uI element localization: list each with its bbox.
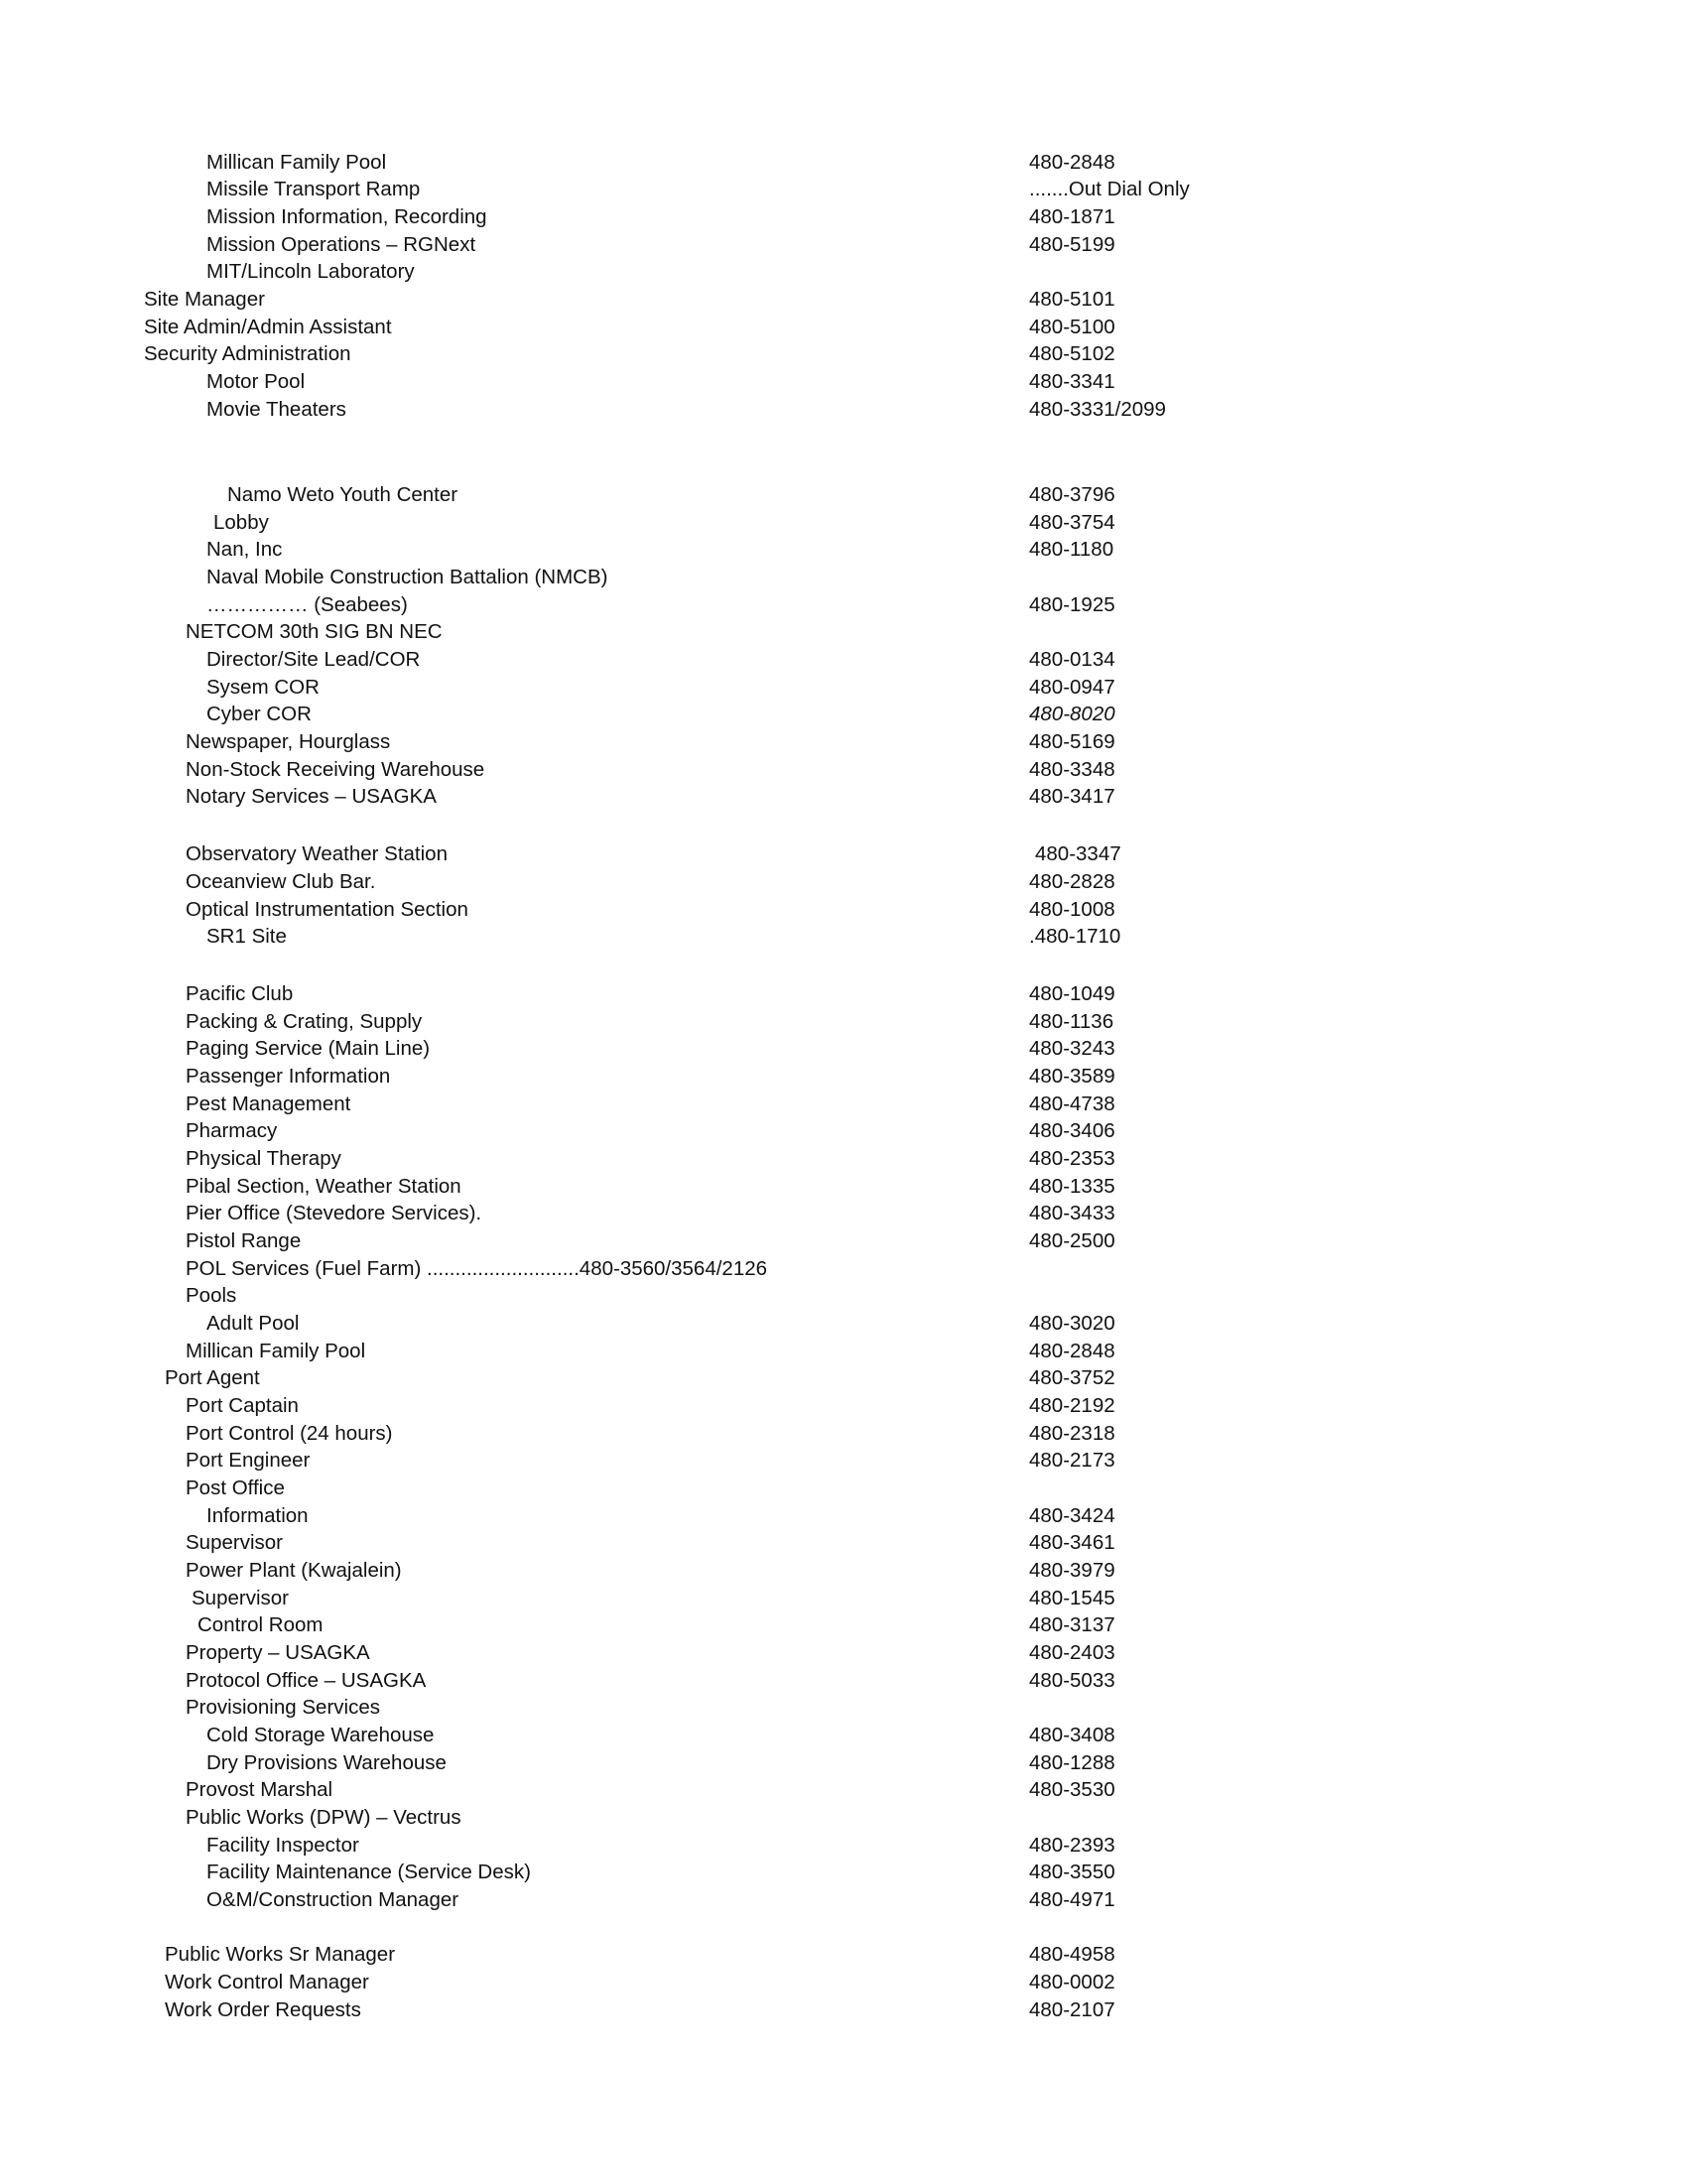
- list-item: [0, 756, 1688, 783]
- entry-name: Non-Stock Receiving Warehouse: [186, 758, 485, 781]
- entry-name: Physical Therapy: [186, 1147, 341, 1170]
- entry-name: Millican Family Pool: [186, 1340, 366, 1362]
- entry-name: Cold Storage Warehouse: [206, 1724, 435, 1746]
- entry-name: Lobby: [213, 511, 269, 534]
- entry-name: MIT/Lincoln Laboratory: [206, 260, 415, 283]
- list-item: [0, 1694, 1688, 1721]
- entry-phone: 480-3796: [1029, 483, 1115, 506]
- list-item: [0, 1227, 1688, 1254]
- entry-phone: 480-2403: [1029, 1641, 1115, 1664]
- list-item: [0, 923, 1688, 950]
- entry-name: Pier Office (Stevedore Services).: [186, 1202, 482, 1224]
- entry-phone: 480-1180: [1029, 538, 1114, 561]
- entry-name: Adult Pool: [206, 1312, 300, 1335]
- list-item: [0, 1117, 1688, 1144]
- list-item: [0, 340, 1688, 367]
- list-item: [0, 618, 1688, 645]
- entry-phone: 480-3341: [1029, 370, 1115, 393]
- list-item: [0, 1557, 1688, 1584]
- entry-phone: 480-3331/2099: [1029, 398, 1166, 421]
- entry-phone: 480-5169: [1029, 730, 1115, 753]
- entry-name: Facility Maintenance (Service Desk): [206, 1861, 531, 1883]
- entry-phone: 480-4738: [1029, 1092, 1115, 1115]
- entry-name: Post Office: [186, 1477, 285, 1499]
- entry-phone: 480-3348: [1029, 758, 1115, 781]
- list-item: [0, 396, 1688, 423]
- entry-name: Port Control (24 hours): [186, 1422, 393, 1445]
- entry-name: …………… (Seabees): [206, 593, 408, 616]
- entry-phone: 480-5033: [1029, 1669, 1115, 1692]
- entry-phone: 480-3550: [1029, 1861, 1115, 1883]
- list-item: [0, 1420, 1688, 1447]
- list-item: [0, 1392, 1688, 1419]
- list-item: [0, 674, 1688, 701]
- entry-name: Control Room: [197, 1613, 324, 1636]
- list-item: [0, 149, 1688, 176]
- entry-phone: .480-1710: [1029, 925, 1121, 948]
- list-item: [0, 896, 1688, 923]
- list-item: [0, 1255, 1688, 1282]
- list-item: [0, 1145, 1688, 1172]
- entry-phone: 480-3417: [1029, 785, 1115, 808]
- list-item: [0, 1200, 1688, 1226]
- entry-phone: 480-5101: [1029, 288, 1115, 311]
- entry-name: Cyber COR: [206, 703, 312, 725]
- entry-phone: 480-2393: [1029, 1834, 1115, 1857]
- entry-name: Port Captain: [186, 1394, 299, 1417]
- list-item: [0, 840, 1688, 867]
- entry-name: Site Manager: [144, 288, 265, 311]
- list-item: [0, 980, 1688, 1007]
- entry-name: Pistol Range: [186, 1229, 302, 1252]
- list-item: [0, 1063, 1688, 1090]
- entry-phone: 480-2353: [1029, 1147, 1115, 1170]
- entry-name: Port Agent: [165, 1366, 260, 1389]
- entry-name: SR1 Site: [206, 925, 287, 948]
- entry-phone: .......Out Dial Only: [1029, 178, 1190, 200]
- entry-name: Observatory Weather Station: [186, 842, 448, 865]
- list-item: [0, 231, 1688, 258]
- entry-name: Provisioning Services: [186, 1696, 380, 1719]
- entry-phone: 480-3347: [1035, 842, 1121, 865]
- entry-phone: 480-1008: [1029, 898, 1115, 921]
- entry-name: POL Services (Fuel Farm) ...........................480-3560/3564/2126: [186, 1257, 768, 1280]
- list-item: [0, 591, 1688, 618]
- entry-phone: 480-3408: [1029, 1724, 1115, 1746]
- list-item: [0, 564, 1688, 590]
- entry-name: Public Works (DPW) – Vectrus: [186, 1806, 461, 1829]
- entry-name: Movie Theaters: [206, 398, 346, 421]
- list-item: [0, 1832, 1688, 1859]
- entry-phone: 480-1136: [1029, 1010, 1114, 1033]
- entry-phone: 480-3137: [1029, 1613, 1115, 1636]
- list-item: [0, 1611, 1688, 1638]
- entry-name: Mission Information, Recording: [206, 205, 487, 228]
- list-item: [0, 1475, 1688, 1501]
- list-item: [0, 1364, 1688, 1391]
- entry-phone: 480-8020: [1029, 703, 1115, 725]
- entry-phone: 480-5199: [1029, 233, 1115, 256]
- entry-phone: 480-2107: [1029, 1998, 1115, 2021]
- entry-name: Packing & Crating, Supply: [186, 1010, 423, 1033]
- entry-phone: 480-3589: [1029, 1065, 1115, 1088]
- entry-phone: 480-2828: [1029, 870, 1115, 893]
- entry-phone: 480-3754: [1029, 511, 1115, 534]
- list-item: [0, 868, 1688, 895]
- entry-name: Pharmacy: [186, 1119, 278, 1142]
- entry-phone: 480-4958: [1029, 1943, 1115, 1966]
- entry-phone: 480-2848: [1029, 1340, 1115, 1362]
- list-item: [0, 1996, 1688, 2023]
- list-item: [0, 536, 1688, 563]
- list-item: [0, 258, 1688, 285]
- entry-name: NETCOM 30th SIG BN NEC: [186, 620, 443, 643]
- list-item: [0, 1722, 1688, 1748]
- entry-name: Optical Instrumentation Section: [186, 898, 468, 921]
- entry-phone: 480-1925: [1029, 593, 1115, 616]
- entry-name: O&M/Construction Manager: [206, 1888, 459, 1911]
- list-item: [0, 1282, 1688, 1309]
- entry-name: Namo Weto Youth Center: [227, 483, 458, 506]
- entry-phone: 480-3461: [1029, 1531, 1115, 1554]
- entry-phone: 480-3243: [1029, 1037, 1115, 1060]
- entry-name: Millican Family Pool: [206, 151, 387, 174]
- entry-name: Public Works Sr Manager: [165, 1943, 396, 1966]
- entry-name: Work Order Requests: [165, 1998, 361, 2021]
- entry-phone: 480-3424: [1029, 1504, 1115, 1527]
- list-item: [0, 1008, 1688, 1035]
- entry-name: Motor Pool: [206, 370, 306, 393]
- list-item: [0, 203, 1688, 230]
- list-item: [0, 1886, 1688, 1913]
- list-item: [0, 314, 1688, 340]
- entry-phone: 480-3433: [1029, 1202, 1115, 1224]
- entry-name: Newspaper, Hourglass: [186, 730, 391, 753]
- entry-name: Missile Transport Ramp: [206, 178, 421, 200]
- entry-name: Protocol Office – USAGKA: [186, 1669, 427, 1692]
- list-item: [0, 1310, 1688, 1337]
- list-item: [0, 1776, 1688, 1803]
- list-item: [0, 783, 1688, 810]
- list-item: [0, 368, 1688, 395]
- entry-phone: 480-0134: [1029, 648, 1115, 671]
- list-item: [0, 1091, 1688, 1117]
- entry-name: Security Administration: [144, 342, 351, 365]
- entry-name: Site Admin/Admin Assistant: [144, 316, 392, 338]
- entry-name: Pibal Section, Weather Station: [186, 1175, 461, 1198]
- list-item: [0, 1035, 1688, 1062]
- entry-name: Pacific Club: [186, 982, 294, 1005]
- entry-phone: 480-4971: [1029, 1888, 1115, 1911]
- entry-name: Nan, Inc: [206, 538, 283, 561]
- list-item: [0, 1749, 1688, 1776]
- entry-name: Paging Service (Main Line): [186, 1037, 431, 1060]
- entry-name: Provost Marshal: [186, 1778, 333, 1801]
- entry-name: Mission Operations – RGNext: [206, 233, 476, 256]
- entry-name: Oceanview Club Bar.: [186, 870, 376, 893]
- entry-phone: 480-3752: [1029, 1366, 1115, 1389]
- entry-phone: 480-0947: [1029, 676, 1115, 699]
- list-item: [0, 1941, 1688, 1968]
- list-item: [0, 509, 1688, 536]
- entry-name: Dry Provisions Warehouse: [206, 1751, 447, 1774]
- entry-phone: 480-2173: [1029, 1449, 1115, 1472]
- entry-phone: 480-2500: [1029, 1229, 1115, 1252]
- entry-name: Facility Inspector: [206, 1834, 359, 1857]
- entry-name: Port Engineer: [186, 1449, 311, 1472]
- entry-name: Naval Mobile Construction Battalion (NMCB): [206, 566, 608, 588]
- entry-name: Supervisor: [192, 1587, 289, 1609]
- entry-phone: 480-1288: [1029, 1751, 1115, 1774]
- list-item: [0, 701, 1688, 727]
- entry-phone: 480-2192: [1029, 1394, 1115, 1417]
- entry-phone: 480-3530: [1029, 1778, 1115, 1801]
- list-item: [0, 1585, 1688, 1611]
- entry-name: Property – USAGKA: [186, 1641, 370, 1664]
- entry-phone: 480-1049: [1029, 982, 1115, 1005]
- list-item: [0, 1529, 1688, 1556]
- entry-name: Information: [206, 1504, 309, 1527]
- entry-name: Pools: [186, 1284, 237, 1307]
- entry-phone: 480-5100: [1029, 316, 1115, 338]
- list-item: [0, 176, 1688, 202]
- entry-phone: 480-1871: [1029, 205, 1115, 228]
- list-item: [0, 1859, 1688, 1885]
- entry-phone: 480-5102: [1029, 342, 1115, 365]
- list-item: [0, 1667, 1688, 1694]
- list-item: [0, 646, 1688, 673]
- entry-name: Sysem COR: [206, 676, 320, 699]
- entry-phone: 480-0002: [1029, 1971, 1115, 1993]
- entry-name: Power Plant (Kwajalein): [186, 1559, 402, 1582]
- entry-phone: 480-1545: [1029, 1587, 1115, 1609]
- list-item: [0, 286, 1688, 313]
- list-item: [0, 481, 1688, 508]
- entry-phone: 480-3020: [1029, 1312, 1115, 1335]
- entry-phone: 480-3979: [1029, 1559, 1115, 1582]
- entry-phone: 480-2318: [1029, 1422, 1115, 1445]
- entry-name: Supervisor: [186, 1531, 283, 1554]
- entry-name: Work Control Manager: [165, 1971, 369, 1993]
- entry-phone: 480-2848: [1029, 151, 1115, 174]
- entry-phone: 480-1335: [1029, 1175, 1115, 1198]
- list-item: [0, 1502, 1688, 1529]
- entry-name: Passenger Information: [186, 1065, 391, 1088]
- list-item: [0, 728, 1688, 755]
- list-item: [0, 1639, 1688, 1666]
- list-item: [0, 1173, 1688, 1200]
- entry-phone: 480-3406: [1029, 1119, 1115, 1142]
- list-item: [0, 1969, 1688, 1995]
- entry-name: Director/Site Lead/COR: [206, 648, 421, 671]
- list-item: [0, 1447, 1688, 1474]
- list-item: [0, 1804, 1688, 1831]
- entry-name: Pest Management: [186, 1092, 351, 1115]
- list-item: [0, 1338, 1688, 1364]
- entry-name: Notary Services – USAGKA: [186, 785, 437, 808]
